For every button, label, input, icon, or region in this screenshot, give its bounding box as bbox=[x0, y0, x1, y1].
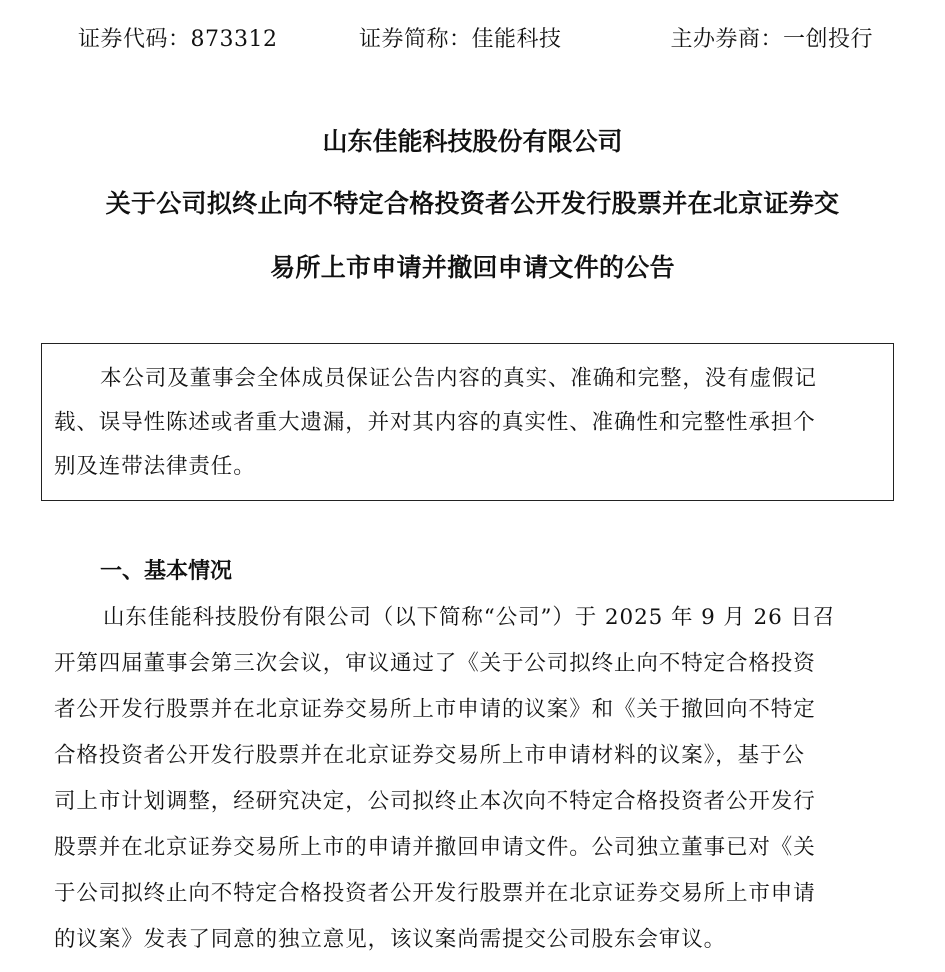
section-heading-basic-situation: 一、基本情况 bbox=[100, 559, 233, 584]
company-title: 山东佳能科技股份有限公司 bbox=[322, 127, 623, 156]
statement-line: 本公司及董事会全体成员保证公告内容的真实、准确和完整，没有虚假记 bbox=[100, 366, 817, 391]
securities-code: 证券代码：873312 bbox=[78, 27, 278, 52]
body-paragraph-line: 合格投资者公开发行股票并在北京证券交易所上市申请材料的议案》，基于公 bbox=[54, 743, 805, 768]
body-paragraph-line: 开第四届董事会第三次会议，审议通过了《关于公司拟终止向不特定合格投资 bbox=[54, 651, 816, 676]
body-paragraph-line: 山东佳能科技股份有限公司（以下简称“公司”）于 2025 年 9 月 26 日召 bbox=[103, 605, 836, 630]
sponsor-broker: 主办券商：一创投行 bbox=[670, 27, 873, 52]
body-paragraph-line: 的议案》发表了同意的独立意见，该议案尚需提交公司股东会审议。 bbox=[54, 927, 727, 952]
board-guarantee-statement bbox=[41, 343, 894, 501]
securities-abbreviation: 证券简称：佳能科技 bbox=[359, 27, 562, 52]
body-paragraph-line: 于公司拟终止向不特定合格投资者公开发行股票并在北京证券交易所上市申请 bbox=[54, 881, 816, 906]
statement-line: 载、误导性陈述或者重大遗漏，并对其内容的真实性、准确性和完整性承担个 bbox=[54, 410, 816, 435]
body-paragraph-line: 司上市计划调整，经研究决定，公司拟终止本次向不特定合格投资者公开发行 bbox=[54, 789, 816, 814]
statement-line: 别及连带法律责任。 bbox=[54, 454, 256, 479]
securities-info-header bbox=[0, 24, 945, 56]
body-paragraph-line: 股票并在北京证券交易所上市的申请并撤回申请文件。公司独立董事已对《关 bbox=[54, 835, 816, 860]
announcement-title-line-2: 易所上市申请并撤回申请文件的公告 bbox=[270, 253, 675, 282]
announcement-title-line-1: 关于公司拟终止向不特定合格投资者公开发行股票并在北京证券交 bbox=[105, 189, 840, 218]
body-paragraph-line: 者公开发行股票并在北京证券交易所上市申请的议案》和《关于撤回向不特定 bbox=[54, 697, 816, 722]
